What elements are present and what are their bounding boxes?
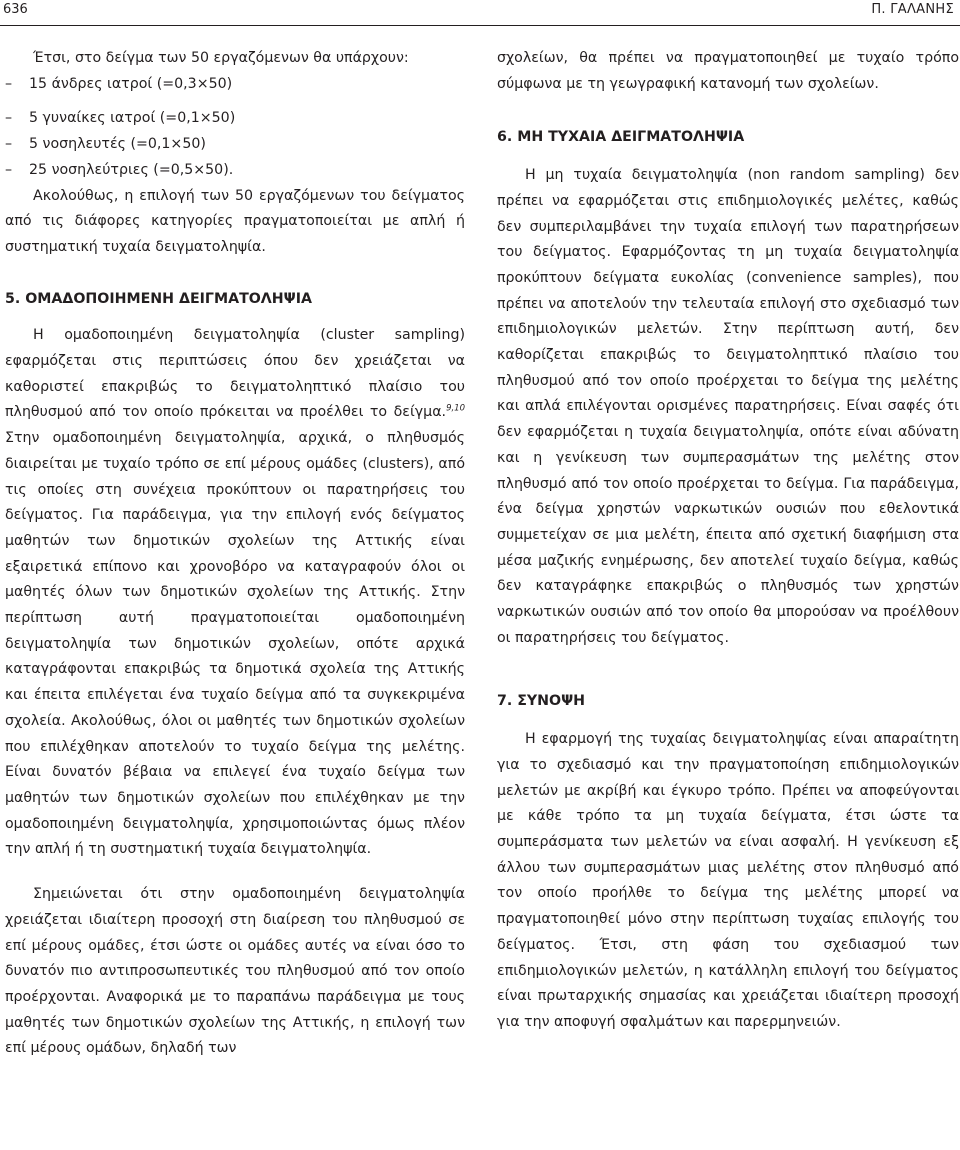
- list-item: – 25 νοσηλεύτριες (=0,5×50).: [5, 161, 234, 178]
- paragraph: Η εφαρμογή της τυχαίας δειγματοληψίας είναι απαραίτητη για το σχεδιασμό και την πραγματοποίηση επιδημιολογικών μελετών με ακρίβή και έγκυρο τρόπο. Πρέπει να αποφεύγονται με κάθε τρόπο τα μη τυχαία δείγματα, έτσι ώστε τα συμπεράσματα των μελετών να είναι ασφαλή. Η γενίκευση εξ άλλου των συμπερασμάτων μιας μελέτης στον πληθυσμό από τον οποίο προήλθε το δείγμα της μελέτης μπορεί να πραγματοποιηθεί μόνο στην περίπτωση τυχαίας επιλογής του δείγματος. Έτσι, στη φάση του σχεδιασμού των επιδημιολογικών μελετών, η κατάλληλη επιλογή του δείγματος είναι πρωταρχικής σημασίας και χρειάζεται ιδιαίτερη προσοχή για την αποφυγή σφαλμάτων και παρερμηνειών.: [497, 731, 959, 1030]
- header-rule: [0, 25, 960, 26]
- citation-ref: 9,10: [446, 403, 465, 414]
- running-head: [0, 0, 960, 24]
- right-column: [497, 46, 959, 1036]
- left-column: [5, 46, 465, 1062]
- running-head-author: Π. ΓΑΛΑΝΗΣ: [871, 2, 954, 17]
- list-item: – 5 γυναίκες ιατροί (=0,1×50): [5, 110, 236, 127]
- page-number: 636: [3, 2, 28, 17]
- paragraph: Ακολούθως, η επιλογή των 50 εργαζόμενων του δείγματος από τις διάφορες κατηγορίες πραγματοποιείται με απλή ή συστηματική τυχαία δειγματοληψία.: [5, 187, 465, 255]
- list-intro: Έτσι, στο δείγμα των 50 εργαζόμενων θα υπάρχουν:: [33, 50, 409, 66]
- paragraph: Η μη τυχαία δειγματοληψία (non random sampling) δεν πρέπει να εφαρμόζεται στις επιδημιολογικές μελέτες, καθώς δεν συμπεριλαμβάνει την τυχαία επιλογή των παρατηρήσεων του δείγματος. Εφαρμόζοντας τη μη τυχαία δειγματοληψία προκύπτουν δείγματα ευκολίας (convenience samples), που πρέπει να αποτελούν την τελευταία επιλογή στο σχεδιασμό των επιδημιολογικών μελετών. Στην περίπτωση αυτή, δεν καθορίζεται επακριβώς το δειγματοληπτικό πλαίσιο του πληθυσμού από τον οποίο προέρχεται το δείγμα της μελέτης και απλά επιλέγονται ορισμένες παρατηρήσεις. Είναι σαφές ότι δεν εφαρμόζεται η τυχαία δειγματοληψία, οπότε είναι αδύνατη και η γενίκευση των συμπερασμάτων της μελέτης στον πληθυσμό από τον οποίο προέρχεται το δείγμα. Για παράδειγμα, ένα δείγμα χρηστών ναρκωτικών ουσιών που εθελοντικά συμμετείχαν σε μια μελέτη, έπειτα από σχετική διαφήμιση στα μέσα μαζικής ενημέρωσης, δεν αποτελεί τυχαίο δείγμα, καθώς δεν καταγράφηκε επακριβώς ο πληθυσμός των χρηστών ναρκωτικών ουσιών από τον οποίο θα μπορούσαν να προέλθουν οι παρατηρήσεις του δείγματος.: [497, 167, 959, 646]
- paragraph: Σημειώνεται ότι στην ομαδοποιημένη δειγματοληψία χρειάζεται ιδιαίτερη προσοχή στη διαίρεση του πληθυσμού σε επί μέρους ομάδες, έτσι ώστε οι ομάδες αυτές να είναι όσο το δυνατόν πιο αντιπροσωπευτικές του πληθυσμού από τον οποίο προέρχονται. Αναφορικά με το παραπάνω παράδειγμα με τους μαθητές των δημοτικών σχολείων της Αττικής, η επιλογή των επί μέρους ομάδων, δηλαδή των: [5, 886, 465, 1057]
- paragraph: σχολείων, θα πρέπει να πραγματοποιηθεί με τυχαίο τρόπο σύμφωνα με τη γεωγραφική κατανομή των σχολείων.: [497, 50, 959, 92]
- list-item: – 15 άνδρες ιατροί (=0,3×50): [5, 75, 233, 92]
- section-heading: 6. ΜΗ ΤΥΧΑΙΑ ΔΕΙΓΜΑΤΟΛΗΨΙΑ: [497, 129, 745, 146]
- list-item: – 5 νοσηλευτές (=0,1×50): [5, 136, 206, 153]
- sample-composition-list: [5, 72, 465, 184]
- paragraph: Η ομαδοποιημένη δειγματοληψία (cluster sampling) εφαρμόζεται στις περιπτώσεις όπου δεν χρειάζεται να καθοριστεί επακριβώς το δειγματοληπτικό πλαίσιο του πληθυσμού από τον οποίο πρόκειται να προέλθει το δείγμα.$^{9,10}$ Στην ομαδοποιημένη δειγματοληψία, αρχικά, ο πληθυσμός διαιρείται με τυχαίο τρόπο σε επί μέρους ομάδες (clusters), από τις οποίες στη συνέχεια προκύπτουν οι παρατηρήσεις του δείγματος. Για παράδειγμα, για την επιλογή ενός δείγματος μαθητών των δημοτικών σχολείων της Αττικής είναι εξαιρετικά επίπονο και χρονοβόρο να καταγραφούν όλοι οι μαθητές όλων των δημοτικών σχολείων της Αττικής. Στην περίπτωση αυτή πραγματοποιείται ομαδοποιημένη δειγματοληψία των δημοτικών σχολείων, οπότε αρχικά καταγράφονται επακριβώς τα δημοτικά σχολεία της Αττικής και έπειτα επιλέγεται ένα τυχαίο δείγμα από τα συγκεκριμένα σχολεία. Ακολούθως, όλοι οι μαθητές των δημοτικών σχολείων που επιλέχθηκαν αποτελούν το τυχαίο δείγμα της μελέτης. Είναι δυνατόν βέβαια να επιλεγεί ένα τυχαίο δείγμα των μαθητών των δημοτικών σχολείων που επιλέχθηκαν με την ομαδοποιημένη δειγματοληψία, χρησιμοποιώντας όμως πλέον την απλή ή τη συστηματική τυχαία δειγματοληψία.: [5, 327, 465, 858]
- section-heading: 7. ΣΥΝΟΨΗ: [497, 693, 586, 710]
- section-heading: 5. ΟΜΑΔΟΠΟΙΗΜΕΝΗ ΔΕΙΓΜΑΤΟΛΗΨΙΑ: [5, 290, 312, 307]
